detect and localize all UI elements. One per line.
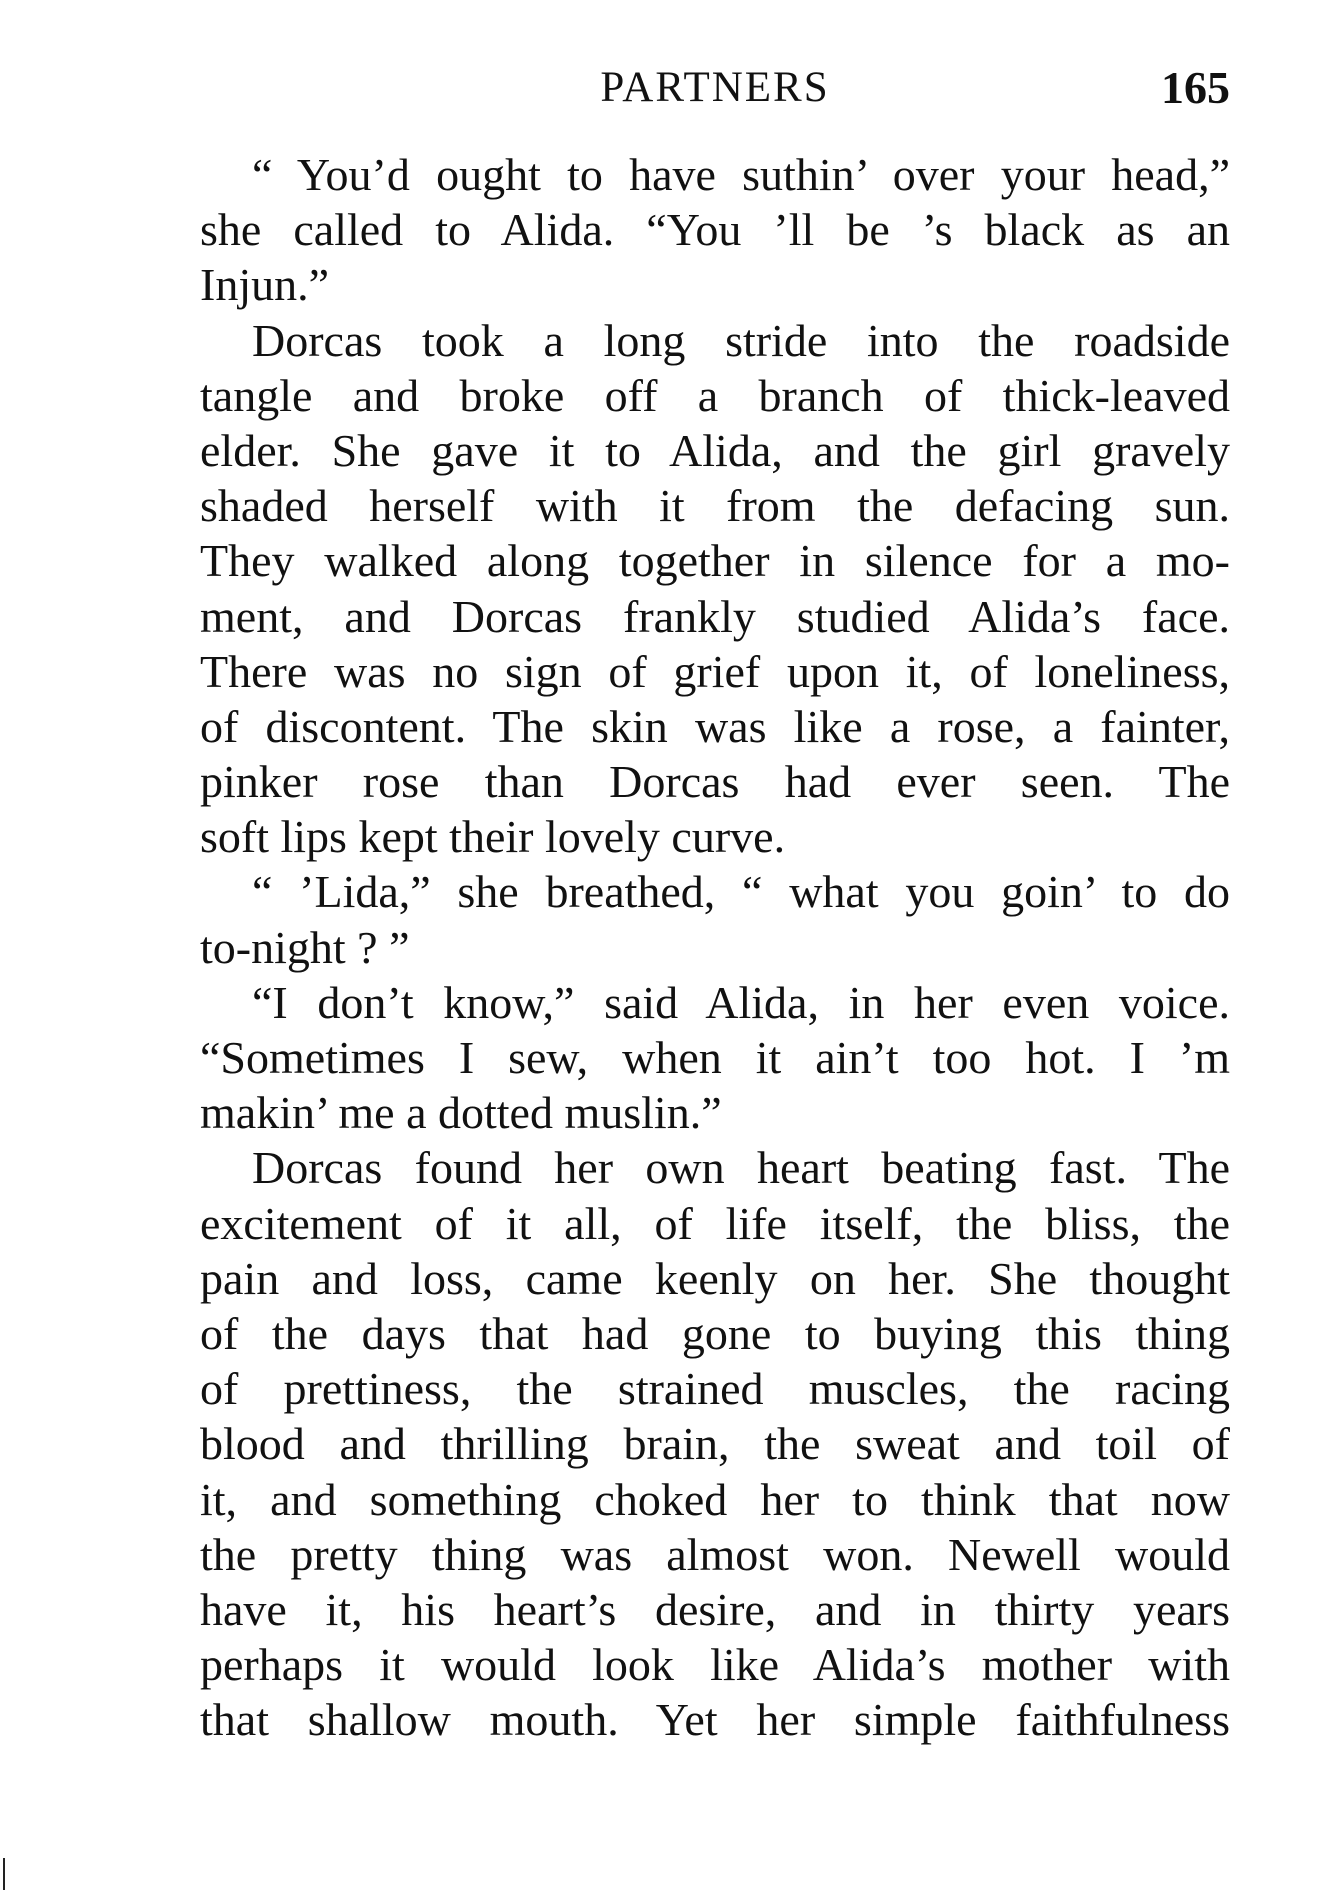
text-line: “Sometimes I sew, when it ain’t too hot. I ’m	[200, 1032, 1230, 1083]
text-line: ment, and Dorcas frankly studied Alida’s face.	[200, 590, 1230, 642]
text-line: “ You’d ought to have suthin’ over your head,”	[252, 149, 1230, 200]
paragraph	[200, 1140, 1230, 1747]
text-line: elder. She gave it to Alida, and the girl gravely	[200, 424, 1230, 476]
text-line: Injun.”	[200, 259, 330, 311]
text-line: she called to Alida. “You ’ll be ’s black as an	[200, 204, 1230, 256]
text-line: that shallow mouth. Yet her simple faithfulness	[200, 1694, 1230, 1746]
running-header	[200, 58, 1230, 118]
text-line: tangle and broke off a branch of thick-leaved	[200, 369, 1230, 421]
text-line: to-night ? ”	[200, 921, 410, 973]
text-line: perhaps it would look like Alida’s mother with	[200, 1639, 1230, 1691]
text-line: Dorcas took a long stride into the roadside	[252, 314, 1230, 366]
text-line: pain and loss, came keenly on her. She thought	[200, 1252, 1230, 1304]
scan-edge-mark	[3, 1858, 5, 1890]
text-line: shaded herself with it from the defacing sun.	[200, 480, 1230, 532]
body-text	[200, 147, 1230, 1747]
paragraph	[200, 975, 1230, 1141]
page-number: 165	[1161, 62, 1230, 113]
text-line: the pretty thing was almost won. Newell would	[200, 1528, 1230, 1580]
text-line: of discontent. The skin was like a rose, a fainter,	[200, 700, 1230, 752]
text-line: soft lips kept their lovely curve.	[200, 811, 786, 863]
text-line: of prettiness, the strained muscles, the racing	[200, 1363, 1230, 1415]
paragraph	[200, 864, 1230, 974]
text-line: They walked along together in silence for a mo-	[200, 535, 1230, 587]
text-line: makin’ me a dotted muslin.”	[200, 1087, 722, 1139]
text-line: it, and something choked her to think that now	[200, 1473, 1230, 1525]
text-line: “I don’t know,” said Alida, in her even voice.	[252, 976, 1230, 1028]
text-line: Dorcas found her own heart beating fast. The	[252, 1142, 1230, 1194]
text-line: of the days that had gone to buying this thing	[200, 1307, 1230, 1359]
paragraph	[200, 313, 1230, 865]
text-line: pinker rose than Dorcas had ever seen. The	[200, 756, 1230, 808]
text-line: “ ’Lida,” she breathed, “ what you goin’ to do	[252, 866, 1230, 918]
paragraph	[200, 147, 1230, 313]
running-title: PARTNERS	[600, 64, 830, 111]
text-line: There was no sign of grief upon it, of loneliness,	[200, 645, 1230, 697]
text-line: blood and thrilling brain, the sweat and toil of	[200, 1418, 1230, 1470]
text-line: excitement of it all, of life itself, the bliss, the	[200, 1197, 1230, 1249]
text-line: have it, his heart’s desire, and in thirty years	[200, 1583, 1230, 1635]
